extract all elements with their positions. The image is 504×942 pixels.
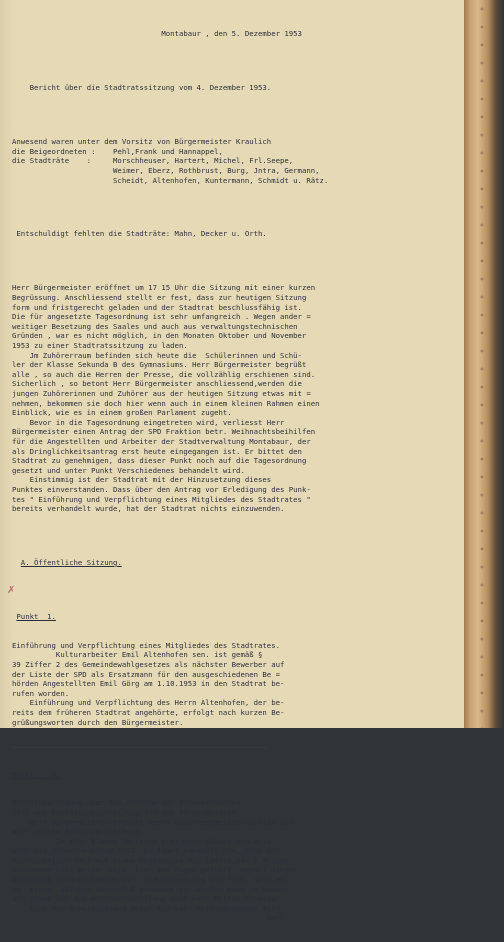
paragraph-line: Gründen , war es nicht möglich, in den Monaten Oktober und November bbox=[12, 331, 307, 341]
paragraph-line: Herr Bürgermeister eröffnet um 17 15 Uhr die Sitzung mit einer kurzen bbox=[12, 283, 316, 293]
paragraph-line: Bürgermeister einen Antrag der SPD Fraktion betr. Weihnachtsbeihilfen bbox=[12, 427, 316, 437]
punkt-2-line: 1952 und Entlastungserteilung für den Bürgermeister. bbox=[12, 807, 241, 817]
divider bbox=[12, 747, 267, 748]
punkt-2-line: Wort zwecks Berichterstattung. bbox=[12, 827, 144, 837]
punkt-1-line: Einführung und Verpflichtung des Herrn Altenhofen, der be- bbox=[12, 698, 285, 708]
punkt-2-line: zu einem solchen Überschuß gekommen.ist.Werden doch in kommen- bbox=[12, 884, 294, 894]
section-heading: A. Öffentliche Sitzung. bbox=[20, 558, 122, 568]
punkt-2-line: Auch der Schuldenstand zeigt ein sehr befriedigendes Bild bbox=[12, 903, 280, 913]
punkt-1-line: rufen worden. bbox=[12, 688, 70, 698]
punkt-2-line: den Jahre für die Wasserbeschaffung sehr hohe Mittel benötigt. bbox=[12, 894, 285, 904]
paragraph-line: Sicherlich , so betont Herr Bürgermeister anschliessend,werden die bbox=[12, 379, 302, 389]
punkt-2-label: Punkt 2. bbox=[12, 769, 61, 779]
paragraph-line: Einstimmig ist der Stadtrat mit der Hinzusetzung dieses bbox=[12, 475, 272, 485]
punkt-2-line: Beschlussfassung über die Annahme der Jahresrechnung bbox=[12, 798, 241, 808]
punkt-2-line: Jn sehr klaren Umrissen gibt Herr Gilles ein Bild bbox=[12, 836, 272, 846]
attendance-line: Anwesend waren unter dem Vorsitz von Bürgermeister Kraulich bbox=[12, 137, 272, 147]
paragraph-line: bereits verhandelt wurde, hat der Stadtrat nichts einzuwenden. bbox=[12, 504, 285, 514]
paragraph-line: alle , so auch die Herren der Presse, die vollzählig erschienen sind. bbox=[12, 369, 316, 379]
attendance-line: Scheidt, Altenhofen, Kuntermann, Schmidt u. Rätz. bbox=[12, 175, 329, 185]
paragraph-line: Bevor in die Tagesordnung eingetreten wird, verliesst Herr bbox=[12, 417, 285, 427]
paragraph-line: ler der Klasse Sekunda B des Gymnasiums. Herr Bürgermeister begrüßt bbox=[12, 360, 307, 370]
punkt-1-line: reits dem früheren Stadtrat angehörte, erfolgt nach kurzen Be- bbox=[12, 707, 285, 717]
margin-mark: ✗ bbox=[7, 585, 16, 596]
binder-stitching bbox=[478, 0, 486, 728]
paragraph-line: Einblick, wie es in einem großen Parlament zugeht. bbox=[12, 408, 232, 418]
paragraph-line: gesetzt und unter Punkt Verschiedenes behandelt wird. bbox=[12, 465, 245, 475]
paragraph-line: form und fristgerecht geladen und der Stadtrat beschlussfähig ist. bbox=[12, 302, 302, 312]
punkt-2-line: Rechnungsjahr 1952 mit einem Überschuss von 100214,24- D.M.abge- bbox=[12, 855, 294, 865]
paragraph-line: 1953 zu einer Stadtratssitzung zu laden. bbox=[12, 341, 188, 350]
intro-paragraphs bbox=[12, 283, 458, 513]
punkt-1-line: 39 Ziffer 2 des Gemeindewahlgesetzes als nächster Bewerber auf bbox=[12, 660, 285, 669]
document-text bbox=[12, 10, 458, 942]
attendance-line: Weimer, Eberz, Rothbrust, Burg, Jntra, Germann, bbox=[12, 165, 320, 175]
punkt-1-line: hörden Angestellten Emil Görg am 1.10.1953 in den Stadtrat be- bbox=[12, 679, 285, 689]
punkt-1-body bbox=[12, 641, 458, 727]
punkt-2-line: Herr bbox=[12, 913, 285, 923]
punkt-2-line: schlossen hat. Weiter wird klar vor Augen geführt, worauf dieser bbox=[12, 865, 298, 875]
paragraph-line: Stadtrat zu genehmigen, dass dieser Punkt noch auf die Tagesordnung bbox=[12, 456, 307, 466]
punkt-1-label: Punkt 1. bbox=[16, 612, 56, 622]
paragraph-line: als Dringlichkeitsantrag erst heute eingegangen ist. Er bittet den bbox=[12, 446, 302, 456]
punkt-2-line: über die Jahresrechnung 1952. Er führt zunächst aus, dass das bbox=[12, 846, 280, 856]
paragraph-line: Punktes einverstanden. Dass über den Antrag vor Erledigung des Punk- bbox=[12, 484, 311, 494]
report-title: Bericht über die Stadtratssitzung vom 4. Dezember 1953. bbox=[29, 83, 272, 93]
punkt-1-line: der Liste der SPD als Ersatzmann für den ausgeschiedenen Be = bbox=[12, 669, 280, 679]
paragraph-line: Jm Zuhörerraum befinden sich heute die Schülerinnen und Schü- bbox=[12, 350, 302, 360]
date-line: Montabaur , den 5. Dezember 1953 bbox=[161, 29, 302, 39]
paragraph-line: tes " Einführung und Verpflichtung eines Mitgliedes des Stadtrates " bbox=[12, 494, 311, 504]
absent-line: Entschuldigt fehlten die Stadträte: Mahn, Decker u. Orth. bbox=[16, 229, 267, 239]
paragraph-line: Begrüssung. Anschliessend stellt er fest, dass zur heutigen Sitzung bbox=[12, 293, 307, 303]
attendance-line: die Beigeordneten : Pehl,Frank und Hannappel, bbox=[12, 146, 223, 156]
punkt-2-line: Überschuß zurückzuführen ist. Die Verwaltung ist froh, dass es bbox=[12, 875, 285, 885]
punkt-1-line: Einführung und Verpflichtung eines Mitgliedes des Stadtrates. bbox=[12, 640, 280, 650]
paragraph-line: weitiger Besetzung des Saales und auch aus verwaltungstechnischen bbox=[12, 321, 298, 331]
paragraph-line: jungen Zuhörerinnen und Zuhörer aus der heutigen Sitzung etwas mit = bbox=[12, 388, 311, 398]
attendance-line: die Stadträte : Morschheuser, Hartert, Michel, Frl.Seepe, bbox=[12, 156, 294, 166]
attendance-block bbox=[12, 137, 458, 185]
punkt-1-line: grüßungsworten durch den Bürgermeister. bbox=[12, 717, 184, 727]
paragraph-line: Die für angesetzte Tagesordnung ist sehr umfangreich . Wegen ander = bbox=[12, 312, 311, 322]
punkt-1-line: Kulturarbeiter Emil Altenhofen sen. ist gemäß § bbox=[12, 650, 263, 660]
punkt-2-line: Herr Bürgermeister erteilt Herrn Stadtrentmeister Gilles das bbox=[12, 817, 294, 827]
paragraph-line: nehmen, bekommen sie doch hier wenn auch in einem kleinen Rahmen einen bbox=[12, 398, 320, 408]
punkt-2-body bbox=[12, 798, 458, 923]
paragraph-line: für die Angestellten und Arbeiter der Stadtverwaltung Montabaur, der bbox=[12, 436, 311, 446]
